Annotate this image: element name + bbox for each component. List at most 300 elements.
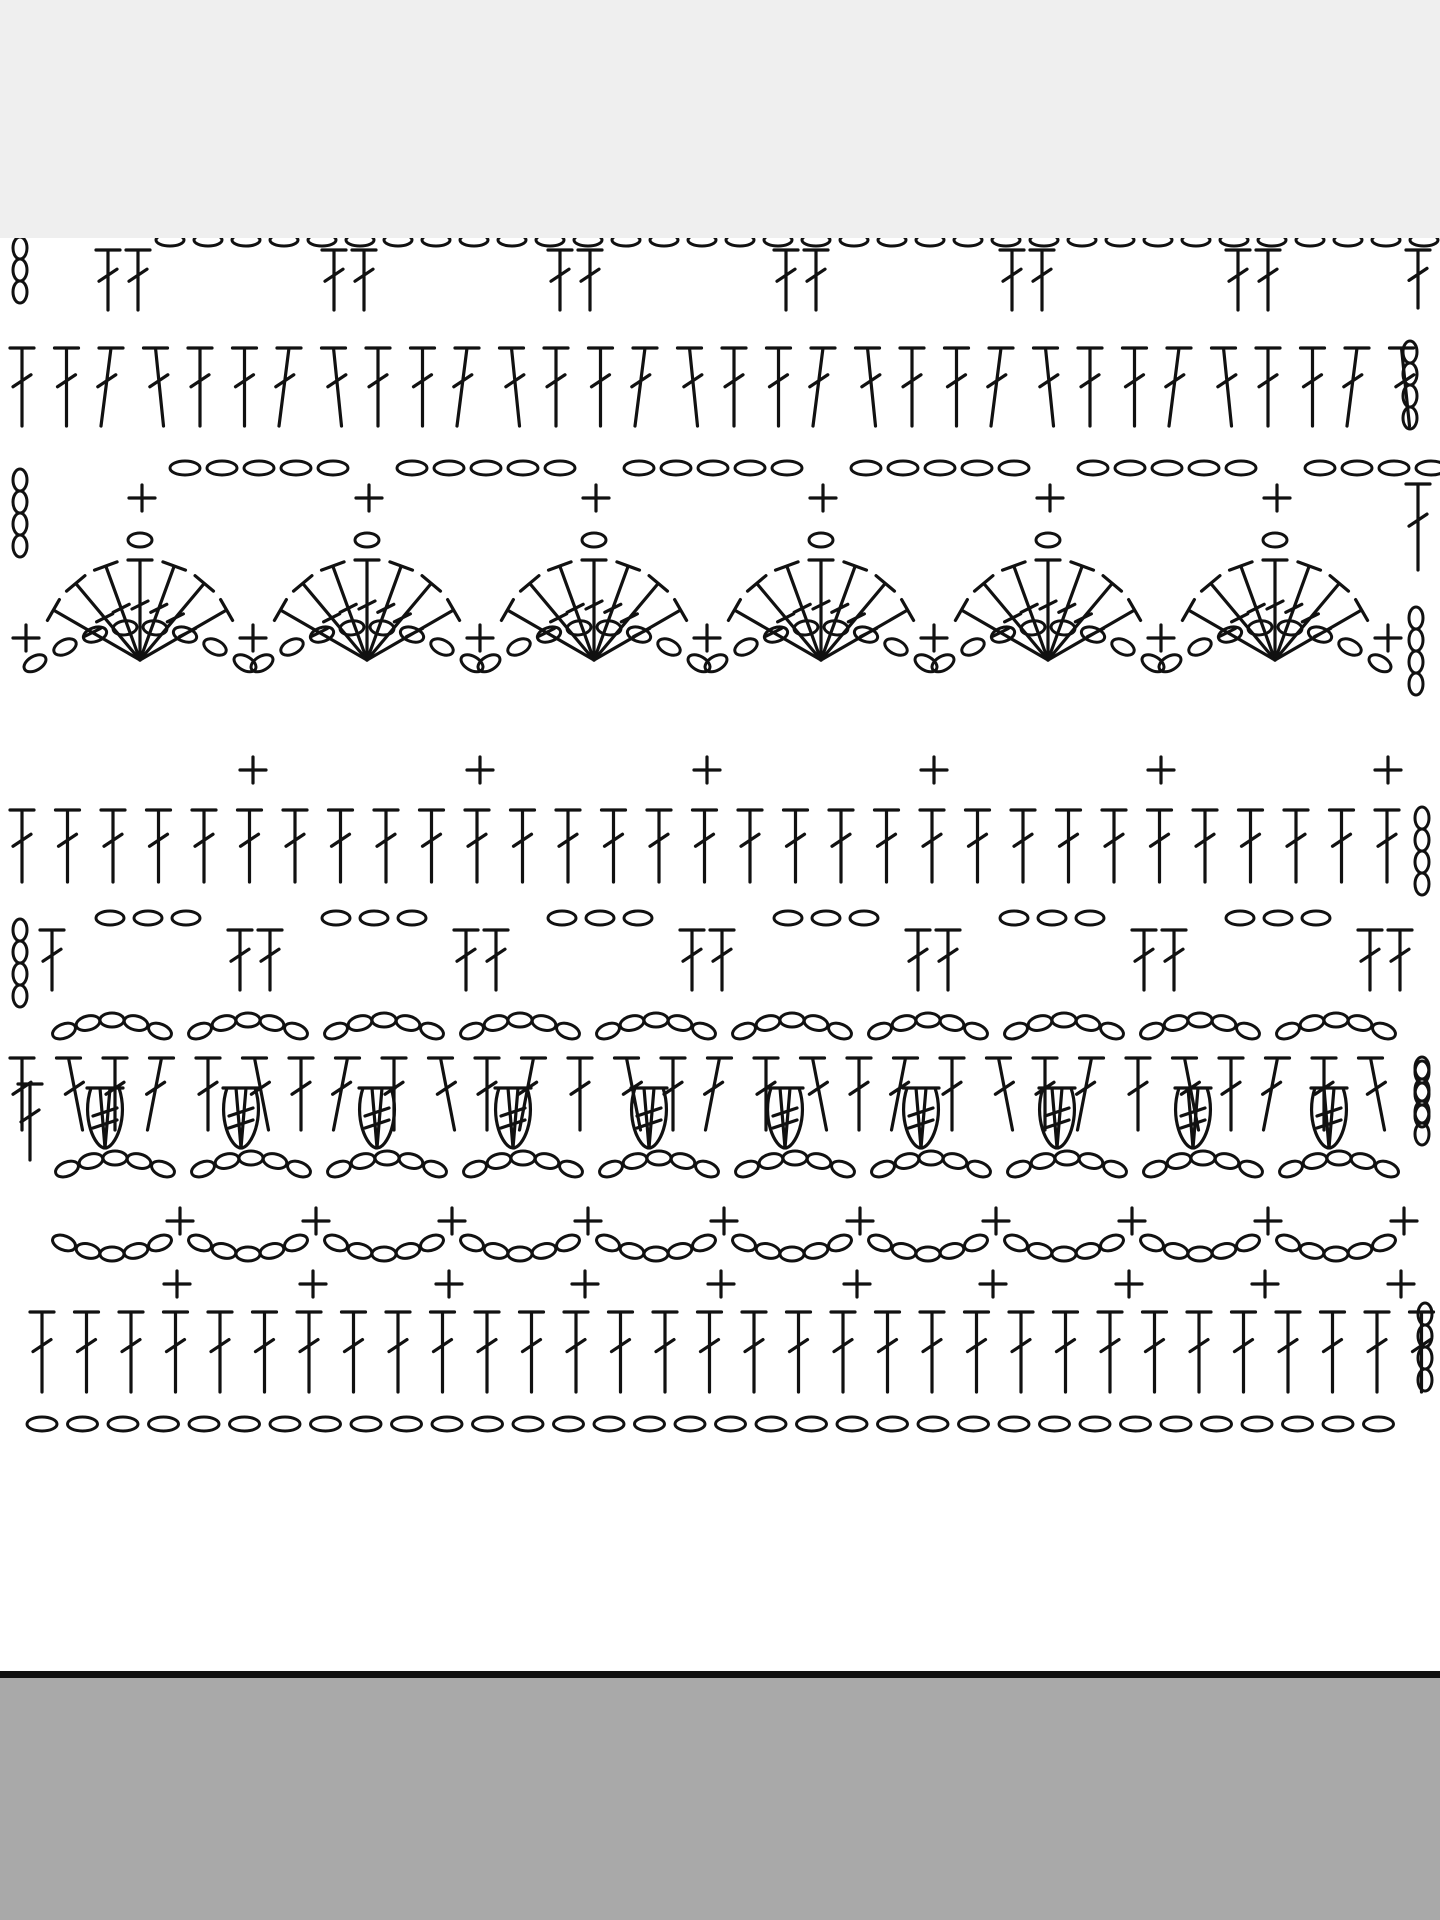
chain-stitch-symbol <box>690 1020 717 1042</box>
single-crochet-symbol <box>1264 485 1290 511</box>
fan-double-crochet-symbol <box>594 576 667 660</box>
chain-stitch-symbol <box>1324 1013 1348 1027</box>
chain-stitch-symbol <box>1075 1013 1102 1032</box>
single-crochet-symbol <box>129 485 155 511</box>
chain-stitch-symbol <box>929 651 957 675</box>
single-crochet-symbol <box>240 625 266 651</box>
chain-stitch-symbol <box>50 1232 77 1254</box>
chain-stitch-symbol <box>1214 1151 1241 1170</box>
chain-stitch-symbol <box>1416 461 1440 475</box>
chain-stitch-symbol <box>13 919 27 941</box>
chain-stitch-symbol <box>1370 1020 1397 1042</box>
chain-stitch-symbol <box>554 1020 581 1042</box>
chain-stitch-symbol <box>783 1151 807 1165</box>
chain-stitch-symbol <box>661 461 691 475</box>
chain-stitch-symbol <box>360 911 388 925</box>
chain-stitch-symbol <box>53 1158 80 1180</box>
chain-stitch-symbol <box>999 461 1029 475</box>
chain-stitch-symbol <box>1336 635 1364 658</box>
double-crochet-symbol <box>609 1312 633 1392</box>
chain-stitch-symbol <box>372 1247 396 1261</box>
chain-stitch-symbol <box>508 461 538 475</box>
double-crochet-symbol <box>1034 348 1058 426</box>
chain-stitch-symbol <box>1098 1232 1125 1254</box>
chain-stitch-symbol <box>916 238 944 246</box>
chain-stitch-symbol <box>285 1158 312 1180</box>
chain-stitch-symbol <box>1109 635 1137 658</box>
chain-stitch-symbol <box>318 461 348 475</box>
double-crochet-symbol <box>1388 930 1412 990</box>
chain-stitch-symbol <box>508 1013 532 1027</box>
double-crochet-symbol <box>1057 810 1081 882</box>
double-crochet-symbol <box>1054 1312 1078 1392</box>
chain-stitch-symbol <box>1076 911 1104 925</box>
single-crochet-symbol <box>980 1271 1006 1297</box>
chain-stitch-symbol <box>730 1232 757 1254</box>
chain-stitch-symbol <box>156 238 184 246</box>
double-crochet-symbol <box>754 1058 778 1130</box>
double-crochet-symbol <box>1239 810 1263 882</box>
chain-stitch-symbol <box>1080 1417 1110 1431</box>
fan-double-crochet-symbol <box>821 600 914 660</box>
fan-double-crochet-symbol <box>728 600 821 660</box>
double-crochet-symbol <box>876 1312 900 1392</box>
chain-stitch-symbol <box>878 1417 908 1431</box>
double-crochet-symbol <box>500 348 524 426</box>
double-crochet-symbol <box>144 348 168 426</box>
fan-double-crochet-symbol <box>582 560 606 660</box>
fan-double-crochet-symbol <box>748 576 821 660</box>
fan-double-crochet-symbol <box>1263 560 1287 660</box>
chain-stitch-symbol <box>942 1151 969 1170</box>
chain-stitch-symbol <box>350 1151 377 1170</box>
chain-stitch-symbol <box>1078 1151 1105 1170</box>
chain-stitch-symbol <box>322 1232 349 1254</box>
double-crochet-symbol <box>647 810 671 882</box>
chain-stitch-symbol <box>51 635 79 658</box>
cluster-stitch-symbol <box>631 1088 667 1148</box>
double-crochet-symbol <box>420 810 444 882</box>
chain-stitch-symbol <box>1242 1417 1272 1431</box>
chain-stitch-symbol <box>146 1020 173 1042</box>
fan-double-crochet-symbol <box>501 600 594 660</box>
chain-stitch-symbol <box>259 1241 286 1260</box>
chain-stitch-symbol <box>123 1013 150 1032</box>
double-crochet-symbol <box>693 810 717 882</box>
single-crochet-symbol <box>303 1208 329 1234</box>
single-crochet-symbol <box>1391 1208 1417 1234</box>
cluster-stitch-symbol <box>903 1088 939 1148</box>
chain-stitch-symbol <box>965 1158 992 1180</box>
chain-stitch-symbol <box>793 620 818 637</box>
chain-stitch-symbol <box>596 620 621 637</box>
chain-stitch-symbol <box>693 1158 720 1180</box>
chain-stitch-symbol <box>594 1232 621 1254</box>
chain-stitch-symbol <box>962 461 992 475</box>
double-crochet-symbol <box>966 810 990 882</box>
chain-stitch-symbol <box>270 1417 300 1431</box>
chain-stitch-symbol <box>1299 1241 1326 1260</box>
single-crochet-symbol <box>1148 625 1174 651</box>
chain-stitch-symbol <box>351 1417 381 1431</box>
chain-stitch-symbol <box>1373 1158 1400 1180</box>
double-crochet-symbol <box>56 810 80 882</box>
double-crochet-symbol <box>297 1312 321 1392</box>
chain-stitch-symbol <box>471 461 501 475</box>
chain-stitch-symbol <box>1030 238 1058 246</box>
chain-stitch-symbol <box>189 1417 219 1431</box>
chain-stitch-symbol <box>355 533 379 547</box>
double-crochet-symbol <box>787 1312 811 1392</box>
chain-stitch-symbol <box>732 635 760 658</box>
double-crochet-symbol <box>615 1058 642 1130</box>
chain-stitch-symbol <box>1106 238 1134 246</box>
chain-stitch-symbol <box>594 1417 624 1431</box>
double-crochet-symbol <box>804 250 828 310</box>
chain-stitch-symbol <box>134 911 162 925</box>
chain-stitch-symbol <box>201 635 229 658</box>
double-crochet-symbol <box>680 930 704 990</box>
chain-stitch-symbol <box>339 620 364 637</box>
double-crochet-symbol <box>1344 348 1369 426</box>
chain-stitch-symbol <box>919 1151 943 1165</box>
chain-stitch-symbol <box>992 238 1020 246</box>
double-crochet-symbol <box>678 348 702 426</box>
chain-stitch-symbol <box>13 491 27 513</box>
chain-stitch-symbol <box>259 1013 286 1032</box>
chain-stitch-symbol <box>772 461 802 475</box>
chain-stitch-symbol <box>1138 1232 1165 1254</box>
double-crochet-symbol <box>1166 348 1191 426</box>
double-crochet-symbol <box>1226 250 1250 310</box>
single-crochet-symbol <box>921 625 947 651</box>
double-crochet-symbol <box>1375 810 1399 882</box>
chain-stitch-symbol <box>918 1417 948 1431</box>
double-crochet-symbol <box>1000 250 1024 310</box>
chain-stitch-symbol <box>1068 238 1096 246</box>
chain-stitch-symbol <box>869 1158 896 1180</box>
chain-stitch-symbol <box>716 1417 746 1431</box>
chain-stitch-symbol <box>1324 1247 1348 1261</box>
double-crochet-symbol <box>96 250 120 310</box>
chain-stitch-symbol <box>428 635 456 658</box>
chain-stitch-symbol <box>483 1013 510 1032</box>
chain-stitch-symbol <box>398 911 426 925</box>
chain-stitch-symbol <box>1052 1247 1076 1261</box>
chain-stitch-symbol <box>146 1232 173 1254</box>
chain-stitch-symbol <box>460 238 488 246</box>
chain-stitch-symbol <box>894 1151 921 1170</box>
double-crochet-symbol <box>1390 348 1414 426</box>
single-crochet-symbol <box>13 625 39 651</box>
chain-stitch-symbol <box>1211 1241 1238 1260</box>
chain-stitch-symbol <box>1220 238 1248 246</box>
chain-stitch-symbol <box>186 1020 213 1042</box>
chain-stitch-symbol <box>1078 461 1108 475</box>
chain-stitch-symbol <box>959 635 987 658</box>
chain-stitch-symbol <box>100 1013 124 1027</box>
chain-stitch-symbol <box>1234 1232 1261 1254</box>
chain-stitch-symbol <box>211 1013 238 1032</box>
single-crochet-symbol <box>1116 1271 1142 1297</box>
fan-double-crochet-symbol <box>1048 576 1121 660</box>
cluster-stitch-symbol <box>87 1088 123 1148</box>
double-crochet-symbol <box>519 1058 546 1130</box>
double-crochet-symbol <box>484 930 508 990</box>
chain-stitch-symbol <box>647 1151 671 1165</box>
chain-stitch-symbol <box>1038 911 1066 925</box>
chain-stitch-symbol <box>1121 1417 1151 1431</box>
chain-stitch-symbol <box>75 1013 102 1032</box>
chain-stitch-symbol <box>619 1241 646 1260</box>
chain-stitch-symbol <box>1027 1241 1054 1260</box>
cluster-stitch-symbol <box>223 1088 259 1148</box>
double-crochet-symbol <box>564 1312 588 1392</box>
fan-double-crochet-symbol <box>355 560 379 660</box>
single-crochet-symbol <box>572 1271 598 1297</box>
double-crochet-symbol <box>1193 810 1217 882</box>
chain-stitch-symbol <box>211 1241 238 1260</box>
chain-stitch-symbol <box>1002 1020 1029 1042</box>
chain-stitch-symbol <box>655 635 683 658</box>
chain-stitch-symbol <box>866 1020 893 1042</box>
chain-stitch-symbol <box>1182 238 1210 246</box>
double-crochet-symbol <box>900 348 924 426</box>
chain-stitch-symbol <box>473 1417 503 1431</box>
chain-stitch-symbol <box>397 461 427 475</box>
double-crochet-symbol <box>1232 1312 1256 1392</box>
double-crochet-symbol <box>653 1312 677 1392</box>
chain-stitch-symbol <box>1264 911 1292 925</box>
chain-stitch-symbol <box>142 620 167 637</box>
single-crochet-symbol <box>467 625 493 651</box>
chain-stitch-symbol <box>826 1232 853 1254</box>
chain-stitch-symbol <box>755 1241 782 1260</box>
chain-stitch-symbol <box>1296 238 1324 246</box>
chain-stitch-symbol <box>322 911 350 925</box>
double-crochet-symbol <box>1212 348 1236 426</box>
double-crochet-symbol <box>1030 250 1054 310</box>
double-crochet-symbol <box>1301 348 1325 426</box>
chain-stitch-symbol <box>803 1241 830 1260</box>
single-crochet-symbol <box>1252 1271 1278 1297</box>
chain-stitch-symbol <box>1115 461 1145 475</box>
chain-stitch-symbol <box>1283 1417 1313 1431</box>
chain-stitch-symbol <box>112 620 137 637</box>
chain-stitch-symbol <box>194 238 222 246</box>
double-crochet-symbol <box>767 348 791 426</box>
double-crochet-symbol <box>906 930 930 990</box>
chain-stitch-symbol <box>248 651 276 675</box>
chain-stitch-symbol <box>27 1417 57 1431</box>
crochet-chart <box>0 238 1440 1671</box>
fan-double-crochet-symbol <box>1036 560 1060 660</box>
fan-double-crochet-symbol <box>47 600 140 660</box>
double-crochet-symbol <box>710 930 734 990</box>
chain-stitch-symbol <box>688 238 716 246</box>
single-crochet-symbol <box>300 1271 326 1297</box>
chain-stitch-symbol <box>826 1020 853 1042</box>
double-crochet-symbol <box>322 348 346 426</box>
double-crochet-symbol <box>1132 930 1156 990</box>
chain-stitch-symbol <box>999 1417 1029 1431</box>
fan-double-crochet-symbol <box>1048 600 1141 660</box>
chain-stitch-symbol <box>726 238 754 246</box>
chain-stitch-symbol <box>1327 1151 1351 1165</box>
chain-stitch-symbol <box>619 1013 646 1032</box>
fan-double-crochet-symbol <box>140 576 213 660</box>
single-crochet-symbol <box>921 757 947 783</box>
chain-stitch-symbol <box>475 651 503 675</box>
chain-stitch-symbol <box>1234 1020 1261 1042</box>
double-crochet-symbol <box>374 810 398 882</box>
double-crochet-symbol <box>147 1058 174 1130</box>
chain-stitch-symbol <box>230 1417 260 1431</box>
double-crochet-symbol <box>352 250 376 310</box>
single-crochet-symbol <box>583 485 609 511</box>
single-crochet-symbol <box>436 1271 462 1297</box>
double-crochet-symbol <box>1162 930 1186 990</box>
double-crochet-symbol <box>1256 250 1280 310</box>
chain-stitch-symbol <box>232 238 260 246</box>
fan-double-crochet-symbol <box>367 600 460 660</box>
chain-stitch-symbol <box>13 469 27 491</box>
top-bar <box>0 0 1440 238</box>
double-crochet-symbol <box>856 348 880 426</box>
double-crochet-symbol <box>945 348 969 426</box>
chain-stitch-symbol <box>803 1013 830 1032</box>
chain-stitch-symbol <box>1379 461 1409 475</box>
chain-stitch-symbol <box>1055 1151 1079 1165</box>
chain-stitch-symbol <box>346 238 374 246</box>
chain-stitch-symbol <box>418 1232 445 1254</box>
chain-stitch-symbol <box>486 1151 513 1170</box>
double-crochet-symbol <box>228 930 252 990</box>
double-crochet-symbol <box>276 348 301 426</box>
chain-stitch-symbol <box>939 1241 966 1260</box>
chain-stitch-symbol <box>13 985 27 1007</box>
double-crochet-symbol <box>40 930 64 990</box>
double-crochet-symbol <box>632 348 657 426</box>
chain-stitch-symbol <box>21 651 49 675</box>
chain-stitch-symbol <box>505 635 533 658</box>
chain-stitch-symbol <box>1410 238 1438 246</box>
double-crochet-symbol <box>188 348 212 426</box>
chain-stitch-symbol <box>75 1241 102 1260</box>
double-crochet-symbol <box>1187 1312 1211 1392</box>
chain-stitch-symbol <box>829 1158 856 1180</box>
double-crochet-symbol <box>784 810 808 882</box>
chain-stitch-symbol <box>262 1151 289 1170</box>
double-crochet-symbol <box>829 810 853 882</box>
chain-stitch-symbol <box>612 238 640 246</box>
double-crochet-symbol <box>366 348 390 426</box>
double-crochet-symbol <box>940 1058 964 1130</box>
chain-stitch-symbol <box>1005 1158 1032 1180</box>
fan-double-crochet-symbol <box>1182 600 1275 660</box>
chain-stitch-symbol <box>483 1241 510 1260</box>
chain-stitch-symbol <box>50 1020 77 1042</box>
chain-stitch-symbol <box>702 651 730 675</box>
chain-stitch-symbol <box>597 1158 624 1180</box>
chain-stitch-symbol <box>1002 1232 1029 1254</box>
chain-stitch-symbol <box>594 1020 621 1042</box>
chain-stitch-symbol <box>1274 1020 1301 1042</box>
fan-double-crochet-symbol <box>1275 600 1368 660</box>
chain-stitch-symbol <box>207 461 237 475</box>
fan-double-crochet-symbol <box>67 576 140 660</box>
double-crochet-symbol <box>722 348 746 426</box>
double-crochet-symbol <box>1078 348 1102 426</box>
fan-double-crochet-symbol <box>128 560 152 660</box>
chain-stitch-symbol <box>189 1158 216 1180</box>
double-crochet-symbol <box>475 1312 499 1392</box>
single-crochet-symbol <box>694 625 720 651</box>
chain-stitch-symbol <box>882 635 910 658</box>
double-crochet-symbol <box>1011 810 1035 882</box>
chain-stitch-symbol <box>375 1151 399 1165</box>
double-crochet-symbol <box>382 1058 406 1130</box>
chain-stitch-symbol <box>1156 651 1184 675</box>
double-crochet-symbol <box>556 810 580 882</box>
chain-stitch-symbol <box>1226 911 1254 925</box>
double-crochet-symbol <box>10 810 34 882</box>
chain-stitch-symbol <box>774 911 802 925</box>
double-crochet-symbol <box>511 810 535 882</box>
chain-stitch-symbol <box>108 1417 138 1431</box>
double-crochet-symbol <box>386 1312 410 1392</box>
chain-stitch-symbol <box>667 1241 694 1260</box>
chain-stitch-symbol <box>1050 620 1075 637</box>
chain-stitch-symbol <box>1366 651 1394 675</box>
single-crochet-symbol <box>983 1208 1009 1234</box>
chain-stitch-symbol <box>170 461 200 475</box>
chain-stitch-symbol <box>802 238 830 246</box>
chain-stitch-symbol <box>347 1013 374 1032</box>
double-crochet-symbol <box>544 348 568 426</box>
double-crochet-symbol <box>920 1312 944 1392</box>
chain-stitch-symbol <box>458 1232 485 1254</box>
double-crochet-symbol <box>1102 810 1126 882</box>
double-crochet-symbol <box>454 348 479 426</box>
single-crochet-symbol <box>847 1208 873 1234</box>
chain-stitch-symbol <box>369 620 394 637</box>
chain-stitch-symbol <box>837 1417 867 1431</box>
chain-stitch-symbol <box>103 1151 127 1165</box>
chain-stitch-symbol <box>812 911 840 925</box>
chain-stitch-symbol <box>308 238 336 246</box>
chain-stitch-symbol <box>780 1247 804 1261</box>
chain-stitch-symbol <box>1141 1158 1168 1180</box>
double-crochet-symbol <box>283 810 307 882</box>
chain-stitch-symbol <box>1274 1232 1301 1254</box>
chain-stitch-symbol <box>1263 533 1287 547</box>
chain-stitch-symbol <box>1188 1013 1212 1027</box>
chain-stitch-symbol <box>281 461 311 475</box>
single-crochet-symbol <box>164 1271 190 1297</box>
double-crochet-symbol <box>57 1058 84 1130</box>
chain-stitch-symbol <box>644 1013 668 1027</box>
double-crochet-symbol <box>164 1312 188 1392</box>
chain-stitch-symbol <box>557 1158 584 1180</box>
double-crochet-symbol <box>1359 1058 1386 1130</box>
chain-stitch-symbol <box>622 1151 649 1170</box>
cluster-stitch-symbol <box>767 1088 803 1148</box>
single-crochet-symbol <box>1388 1271 1414 1297</box>
chain-stitch-symbol <box>959 1417 989 1431</box>
chain-stitch-symbol <box>1163 1013 1190 1032</box>
fan-double-crochet-symbol <box>955 600 1048 660</box>
